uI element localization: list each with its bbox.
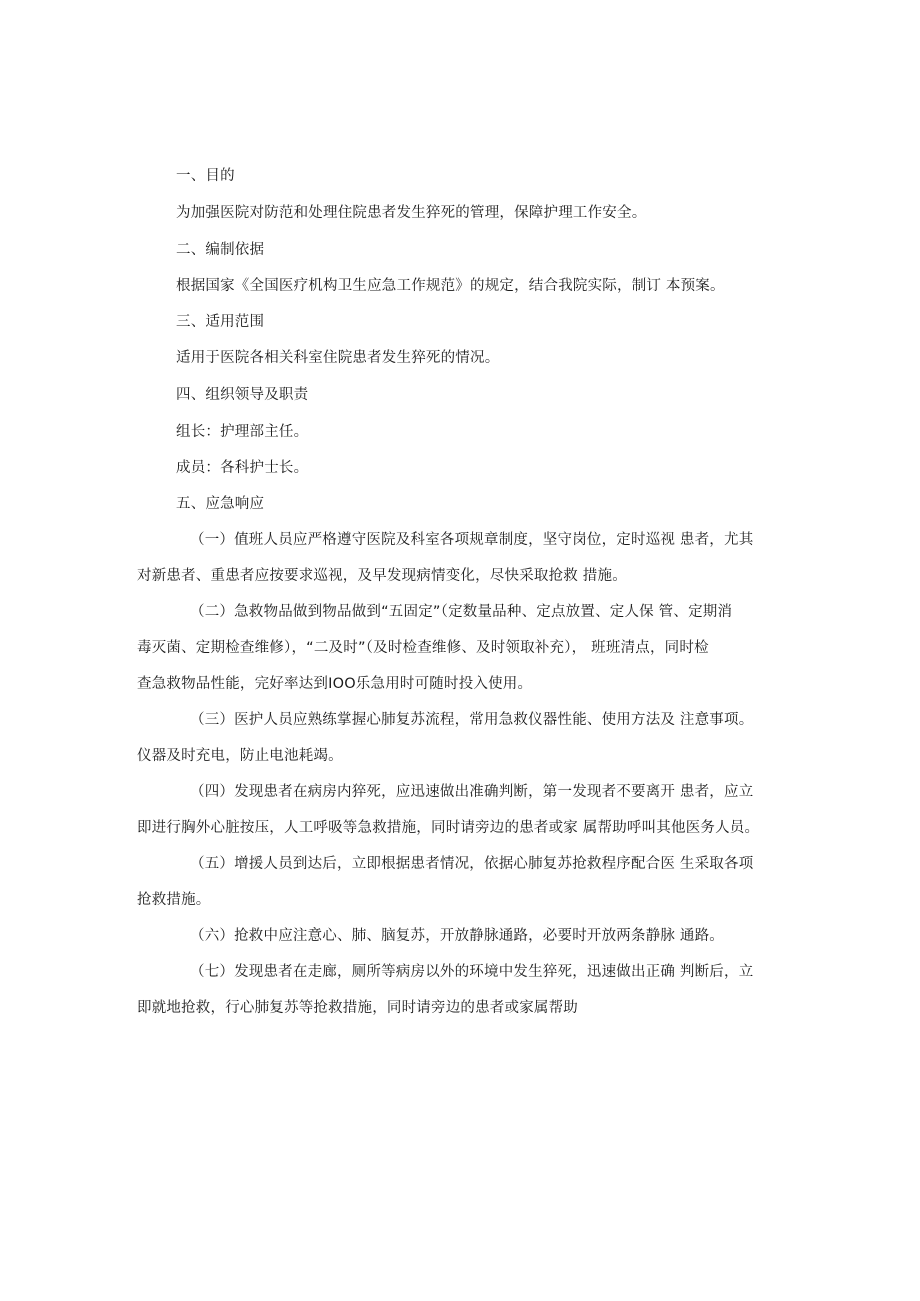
paragraph-basis: 根据国家《全国医疗机构卫生应急工作规范》的规定，结合我院实际，制订 本预案。 (176, 278, 725, 294)
item-5-line-2: 抢救措施。 (137, 892, 211, 908)
item-2-line-2: 毒灭菌、定期检查维修），“二及时”（及时检查维修、及时领取补充）， 班班清点，同时检 (137, 640, 709, 656)
item-4-line-2: 即进行胸外心脏按压，人工呼吸等急救措施，同时请旁边的患者或家 属帮助呼叫其他医务人员。 (137, 820, 760, 836)
item-6-line-1: （六）抢救中应注意心、肺、脑复苏，开放静脉通路，必要时开放两条静脉 通路。 (190, 928, 725, 944)
item-1-line-1: （一）值班人员应严格遵守医院及科室各项规章制度，坚守岗位，定时巡视 患者，尤其 (190, 532, 754, 548)
paragraph-purpose: 为加强医院对防范和处理住院患者发生猝死的管理，保障护理工作安全。 (176, 205, 647, 221)
paragraph-scope: 适用于医院各相关科室住院患者发生猝死的情况。 (176, 350, 500, 366)
item-7-line-2: 即就地抢救，行心肺复苏等抢救措施，同时请旁边的患者或家属帮助 (137, 1000, 578, 1016)
item-7-line-1: （七）发现患者在走廊，厕所等病房以外的环境中发生猝死，迅速做出正确 判断后，立 (190, 964, 754, 980)
heading-basis: 二、编制依据 (176, 242, 265, 258)
item-5-line-1: （五）增援人员到达后，立即根据患者情况，依据心肺复苏抢救程序配合医 生采取各项 (190, 856, 754, 872)
item-3-line-1: （三）医护人员应熟练掌握心肺复苏流程，常用急救仪器性能、使用方法及 注意事项。 (190, 712, 754, 728)
item-4-line-1: （四）发现患者在病房内猝死，应迅速做出准确判断，第一发现者不要离开 患者，应立 (190, 784, 754, 800)
item-2-line-1: （二）急救物品做到物品做到“五固定”（定数量品种、定点放置、定人保 管、定期消 (190, 604, 733, 620)
heading-emergency-response: 五、应急响应 (176, 496, 265, 512)
heading-organization: 四、组织领导及职责 (176, 387, 309, 403)
item-1-line-2: 对新患者、重患者应按要求巡视，及早发现病情变化，尽快采取抢救 措施。 (137, 568, 627, 584)
paragraph-team-leader: 组长：护理部主任。 (176, 424, 309, 440)
heading-scope: 三、适用范围 (176, 314, 265, 330)
heading-purpose: 一、目的 (176, 168, 235, 184)
item-2-line-3: 查急救物品性能，完好率达到IOO乐急用时可随时投入使用。 (137, 676, 533, 692)
paragraph-team-members: 成员：各科护士长。 (176, 460, 309, 476)
item-3-line-2: 仪器及时充电，防止电池耗竭。 (137, 748, 343, 764)
